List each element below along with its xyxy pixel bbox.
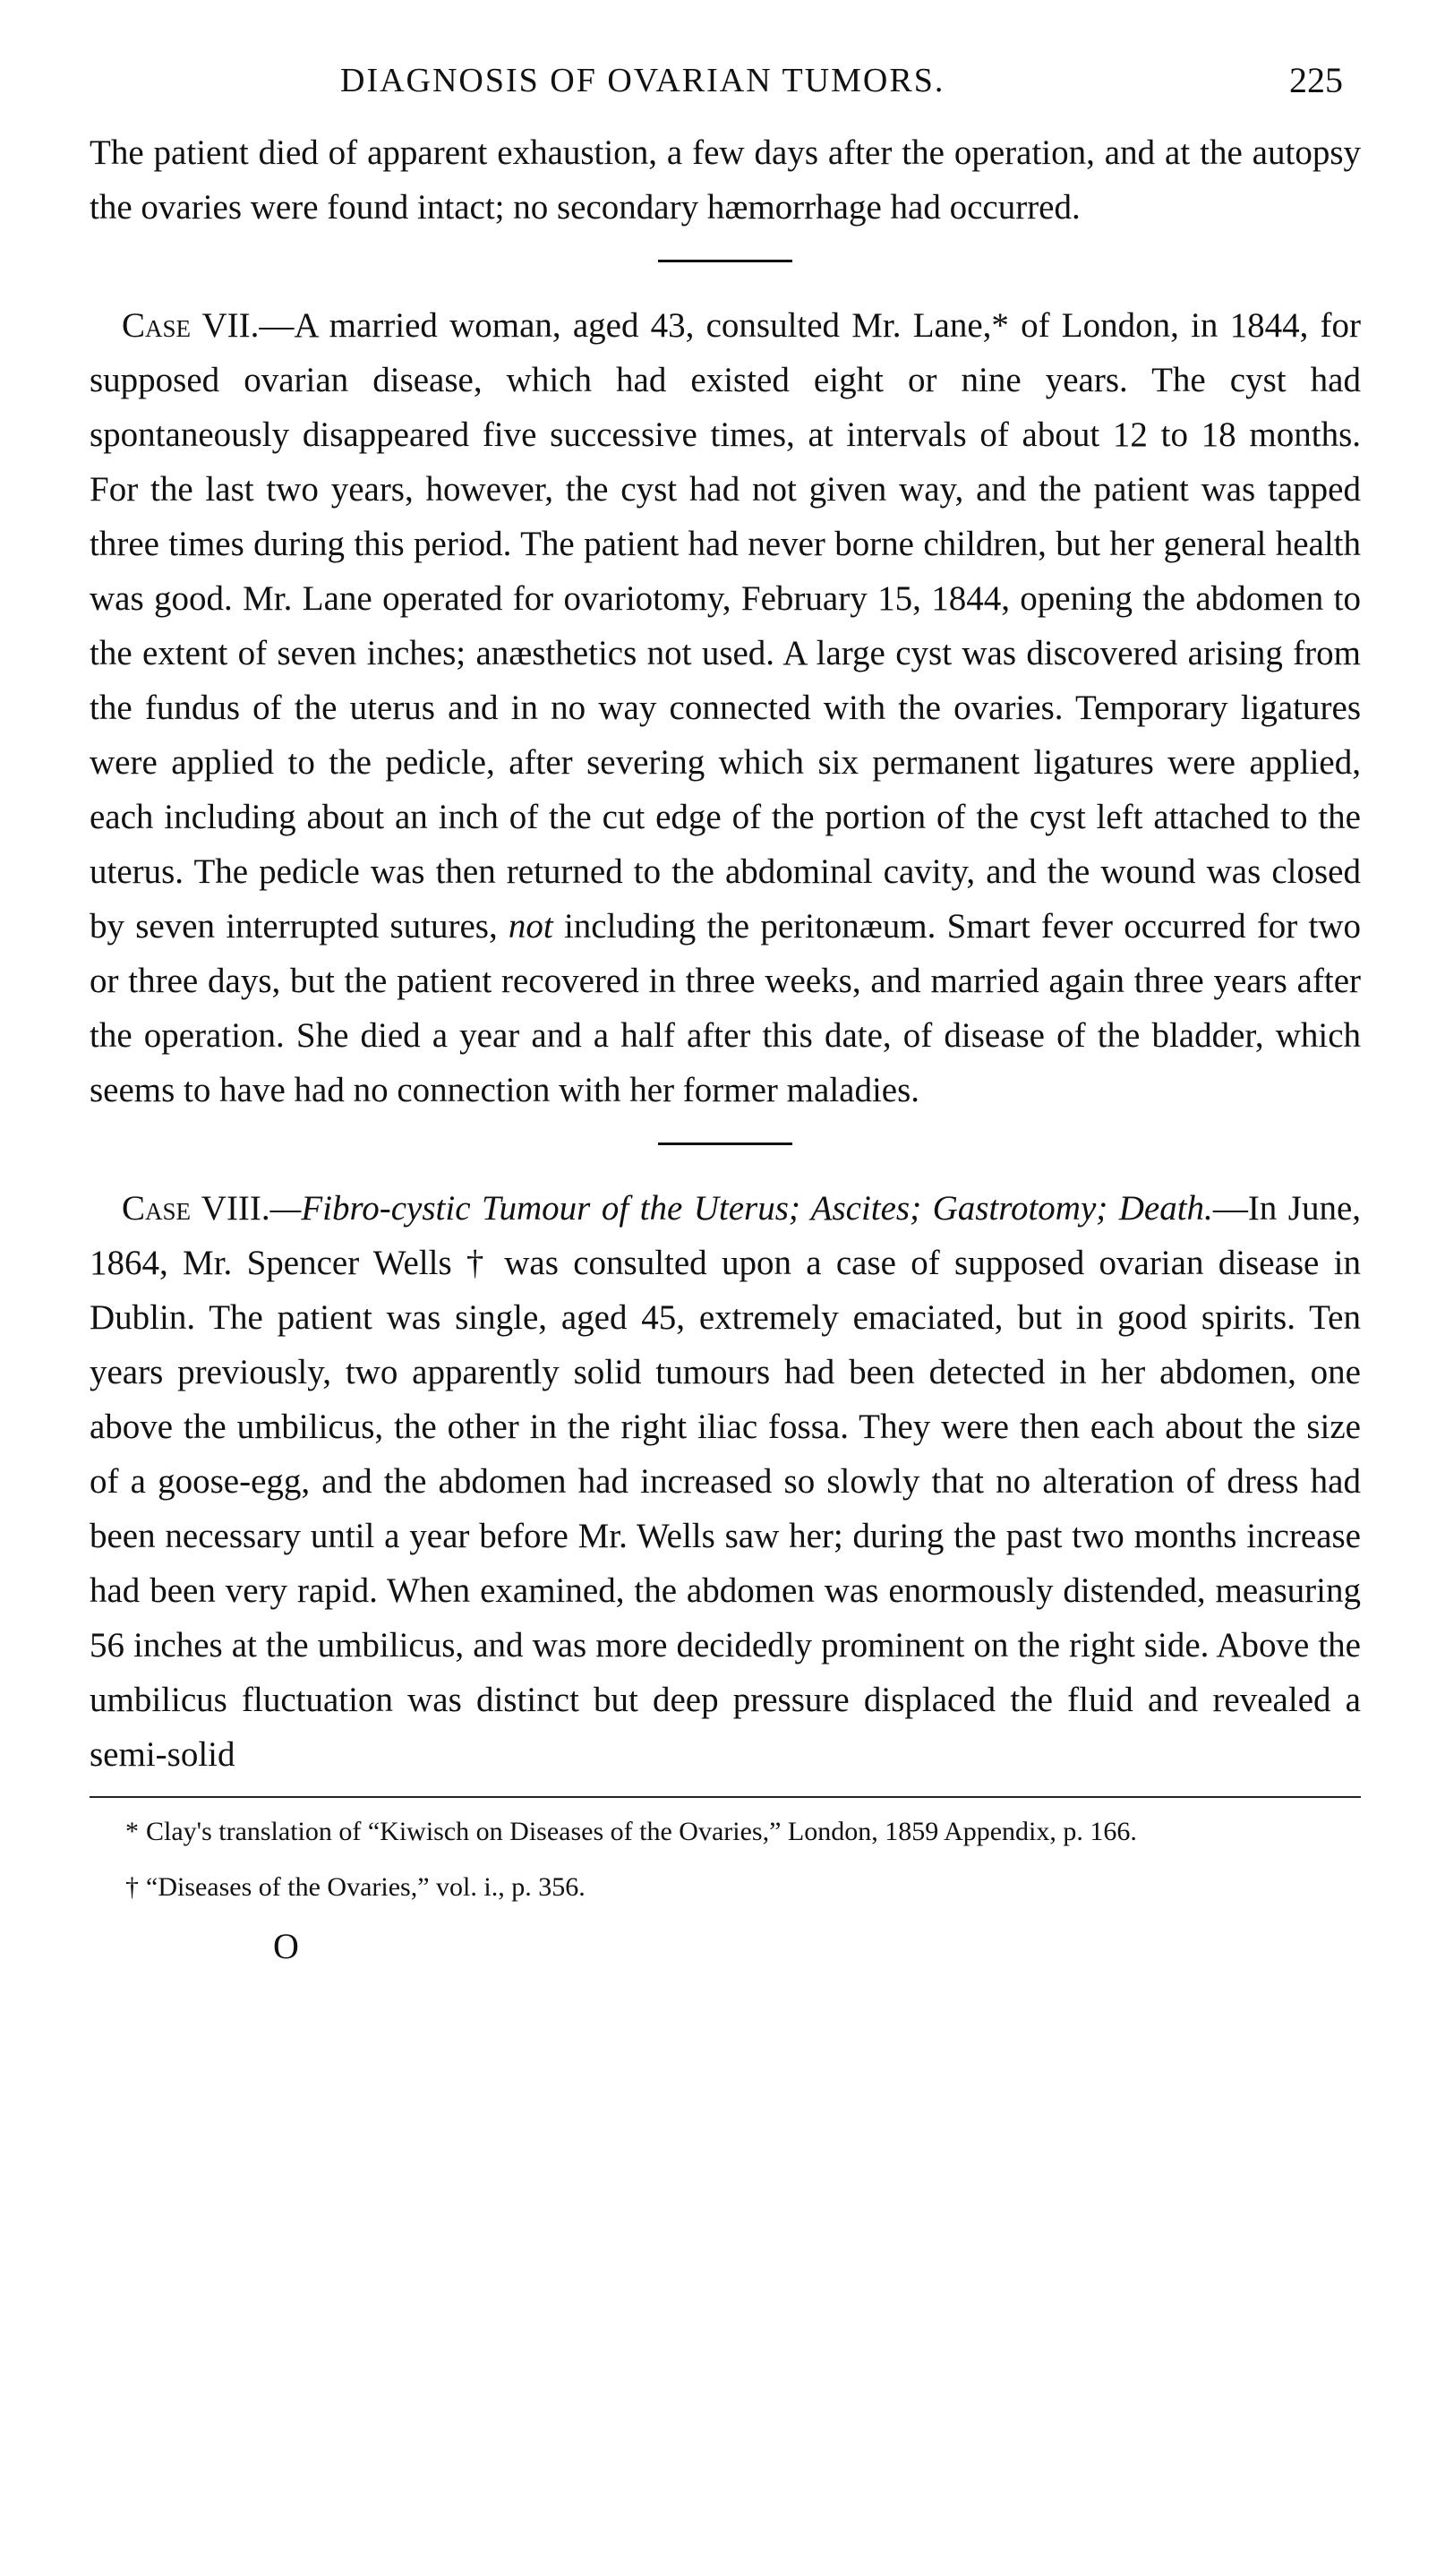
case-vii-emphasis: not [508,907,553,946]
case-vii-text-end: including the peritonæum. Smart fever occurred for two or three days, but the patient recovered in three weeks, and married again three years after the operation. She died a year and a half after this date, of disease of the bladder, which seems to have had no connection with her former maladies. [90,907,1361,1109]
footnote-2-mark: † [125,1872,139,1902]
case-viii-paragraph [90,1181,1361,1782]
page-header [90,54,1361,125]
case-viii-label: Case VIII. [122,1189,270,1228]
footnote-1-mark: * [125,1817,139,1846]
footnote-1 [125,1814,1361,1850]
page-number: 225 [1289,60,1343,100]
footnotes [90,1814,1361,1905]
footnote-2-text: “Diseases of the Ovaries,” vol. i., p. 356. [146,1872,586,1902]
section-divider [658,260,792,262]
footnote-rule [90,1796,1361,1798]
case-vii-label: Case VII. [122,306,260,345]
book-page [90,54,1361,2543]
running-title: DIAGNOSIS OF OVARIAN TUMORS. [340,62,945,99]
intro-paragraph: The patient died of apparent exhaustion, a few days after the operation, and at the autopsy the ovaries were found intact; no secondary hæmorrhage had occurred. [90,133,1361,227]
signature-mark: O [273,1926,299,1966]
section-divider [658,1143,792,1145]
case-vii-paragraph [90,298,1361,1117]
footnote-1-text: Clay's translation of “Kiwisch on Diseases of the Ovaries,” London, 1859 Appendix, p. 166. [146,1817,1137,1846]
footnote-2 [125,1870,1361,1905]
case-viii-title: —Fibro-cystic Tumour of the Uterus; Ascites; Gastrotomy; Death. [269,1189,1213,1228]
case-vii-text: —A married woman, aged 43, consulted Mr. Lane,* of London, in 1844, for supposed ovarian disease, which had existed eight or nine years. The cyst had spontaneously disappeared five successive times, at intervals of about 12 to 18 months. For the last two years, however, the cyst had not given way, and the patient was tapped three times during this period. The patient had never borne children, but her general health was good. Mr. Lane operated for ovariotomy, February 15, 1844, opening the abdomen to the extent of seven inches; anæsthetics not used. A large cyst was discovered arising from the fundus of the uterus and in no way connected with the ovaries. Temporary ligatures were applied to the pedicle, after severing which six permanent ligatures were applied, each including about an inch of the cut edge of the portion of the cyst left attached to the uterus. The pedicle was then returned to the abdominal cavity, and the wound was closed by seven interrupted sutures, [90,306,1361,946]
case-viii-text: —In June, 1864, Mr. Spencer Wells † was consulted upon a case of supposed ovarian disease in Dublin. The patient was single, aged 45, extremely emaciated, but in good spirits. Ten years previously, two apparently solid tumours had been detected in her abdomen, one above the umbilicus, the other in the right iliac fossa. They were then each about the size of a goose-egg, and the abdomen had increased so slowly that no alteration of dress had been necessary until a year before Mr. Wells saw her; during the past two months increase had been very rapid. When examined, the abdomen was enormously distended, measuring 56 inches at the umbilicus, and was more decidedly prominent on the right side. Above the umbilicus fluctuation was distinct but deep pressure displaced the fluid and revealed a semi-solid [90,1189,1362,1774]
